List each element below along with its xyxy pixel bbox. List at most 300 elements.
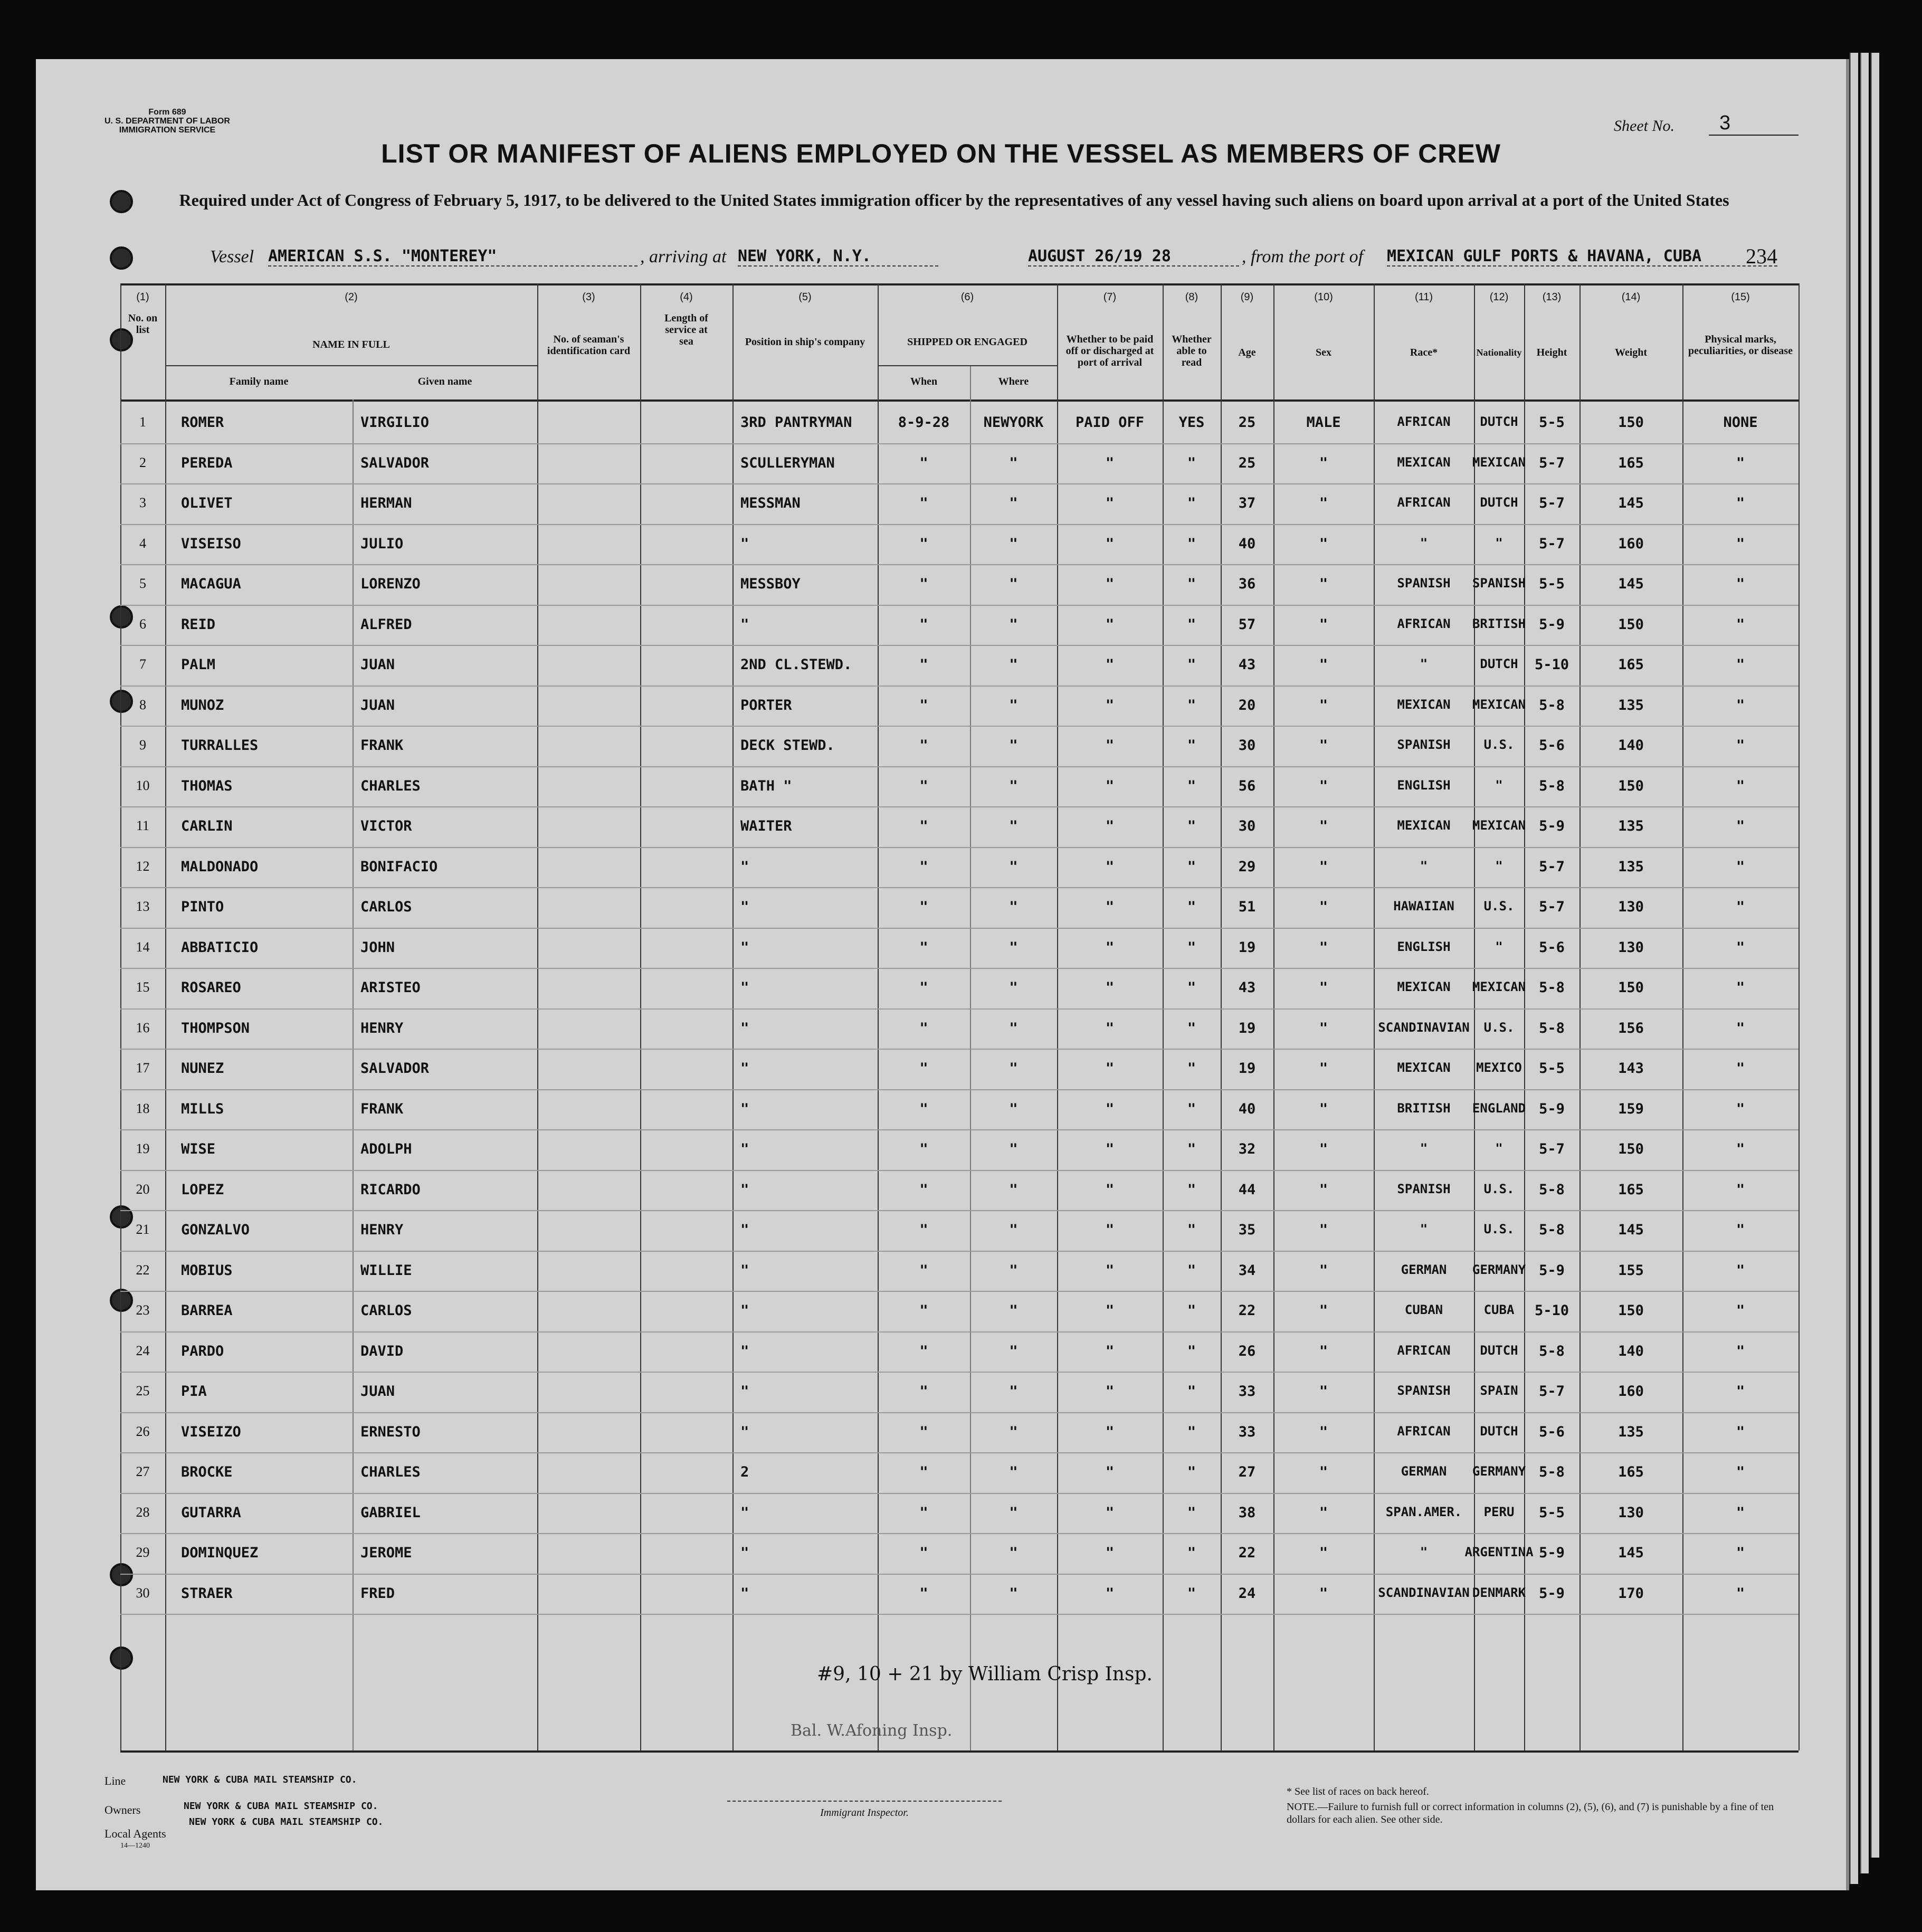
height: 5-6	[1539, 1423, 1565, 1440]
col-header-nationality: Nationality	[1476, 347, 1522, 358]
nationality: MEXICAN	[1472, 818, 1526, 833]
shipped-where: "	[1009, 939, 1018, 956]
able-to-read: "	[1187, 576, 1196, 592]
nationality: DUTCH	[1480, 1343, 1518, 1358]
shipped-where: "	[1009, 1464, 1018, 1480]
weight: 145	[1618, 1222, 1644, 1238]
nationality: DUTCH	[1480, 656, 1518, 671]
weight: 145	[1618, 576, 1644, 592]
sex: "	[1319, 1222, 1328, 1238]
family-name: ROMER	[181, 414, 224, 431]
shipped-where: "	[1009, 1343, 1018, 1359]
race: SPAN.AMER.	[1385, 1504, 1462, 1519]
height: 5-9	[1539, 1585, 1565, 1602]
given-name: HENRY	[360, 1020, 404, 1036]
shipped-where: "	[1009, 697, 1018, 713]
family-name: THOMPSON	[181, 1020, 250, 1036]
nationality: MEXICAN	[1472, 697, 1526, 712]
row-rule	[120, 1452, 1799, 1453]
physical-marks: "	[1736, 777, 1745, 794]
position: "	[740, 1504, 749, 1521]
able-to-read: "	[1187, 737, 1196, 754]
age: 40	[1238, 1100, 1256, 1117]
paid-off: "	[1105, 1181, 1115, 1198]
family-name: GONZALVO	[181, 1222, 250, 1238]
physical-marks: "	[1736, 1222, 1745, 1238]
height: 5-10	[1534, 1302, 1569, 1319]
age: 36	[1238, 576, 1256, 592]
sex: "	[1319, 1585, 1328, 1602]
shipped-where: "	[1009, 1545, 1018, 1561]
given-name: CARLOS	[360, 899, 412, 915]
given-name: LORENZO	[360, 576, 421, 592]
given-name: ERNESTO	[360, 1423, 421, 1440]
position: "	[740, 1383, 749, 1400]
position: "	[740, 1302, 749, 1319]
shipped-where: "	[1009, 1383, 1018, 1400]
nationality: ARGENTINA	[1464, 1545, 1534, 1559]
col-header-height: Height	[1536, 347, 1567, 358]
able-to-read: "	[1187, 818, 1196, 834]
line-label: Line	[104, 1774, 126, 1787]
shipped-where: NEWYORK	[983, 414, 1044, 431]
given-name: HERMAN	[360, 495, 412, 511]
sex: "	[1319, 1504, 1328, 1521]
sex: "	[1319, 1262, 1328, 1279]
row-rule	[120, 605, 1799, 606]
sex: "	[1319, 818, 1328, 834]
nationality: "	[1495, 939, 1503, 954]
sex: "	[1319, 979, 1328, 996]
race-note: * See list of races on back hereof.	[1287, 1786, 1429, 1797]
nationality: GERMANY	[1472, 1464, 1526, 1479]
table-rule	[1799, 283, 1800, 1750]
row-rule	[120, 1008, 1799, 1010]
physical-marks: "	[1736, 939, 1745, 956]
nationality: U.S.	[1483, 899, 1515, 913]
nationality: "	[1495, 1141, 1503, 1156]
physical-marks: "	[1736, 1383, 1745, 1400]
sex: "	[1319, 1464, 1328, 1480]
shipped-when: "	[919, 1504, 928, 1521]
able-to-read: "	[1187, 656, 1196, 673]
able-to-read: "	[1187, 858, 1196, 875]
paid-off: "	[1105, 979, 1115, 996]
position: DECK STEWD.	[740, 737, 835, 754]
given-name: JULIO	[360, 535, 404, 552]
position: "	[740, 1100, 749, 1117]
sex: "	[1319, 1060, 1328, 1077]
family-name: MUNOZ	[181, 697, 224, 713]
table-rule	[537, 283, 538, 1750]
shipped-when: 8-9-28	[898, 414, 950, 431]
sex: "	[1319, 535, 1328, 552]
given-name: SALVADOR	[360, 1060, 430, 1077]
height: 5-8	[1539, 697, 1565, 713]
paid-off: "	[1105, 858, 1115, 875]
race: BRITISH	[1397, 1100, 1451, 1116]
nationality: U.S.	[1483, 1181, 1515, 1196]
shipped-where: "	[1009, 495, 1018, 511]
height: 5-7	[1539, 899, 1565, 915]
column-number: (9)	[1240, 291, 1254, 303]
position: MESSMAN	[740, 495, 801, 511]
paid-off: "	[1105, 1585, 1115, 1602]
shipped-when: "	[919, 697, 928, 713]
table-rule	[732, 283, 734, 1750]
given-name: VICTOR	[360, 818, 412, 834]
sex: "	[1319, 495, 1328, 511]
position: 2	[740, 1464, 749, 1480]
row-number: 20	[136, 1181, 150, 1197]
paid-off: "	[1105, 1141, 1115, 1157]
height: 5-7	[1539, 495, 1565, 511]
table-rule	[640, 283, 641, 1750]
physical-marks: "	[1736, 979, 1745, 996]
row-number: 30	[136, 1585, 150, 1601]
shipped-where: "	[1009, 1423, 1018, 1440]
shipped-when: "	[919, 1222, 928, 1238]
shipped-where: "	[1009, 979, 1018, 996]
row-rule	[120, 686, 1799, 687]
sex: "	[1319, 576, 1328, 592]
physical-marks: "	[1736, 495, 1745, 511]
row-number: 7	[139, 656, 146, 672]
able-to-read: "	[1187, 1181, 1196, 1198]
able-to-read: "	[1187, 1343, 1196, 1359]
nationality: MEXICO	[1476, 1060, 1522, 1075]
weight: 145	[1618, 1545, 1644, 1561]
row-rule	[120, 1331, 1799, 1333]
height: 5-8	[1539, 1464, 1565, 1480]
row-number: 1	[139, 414, 146, 430]
given-name: GABRIEL	[360, 1504, 421, 1521]
row-number: 24	[136, 1343, 150, 1358]
race: GERMAN	[1401, 1464, 1447, 1479]
shipped-where: "	[1009, 1504, 1018, 1521]
physical-marks: "	[1736, 899, 1745, 915]
given-name: CARLOS	[360, 1302, 412, 1319]
position: "	[740, 979, 749, 996]
race: "	[1420, 1141, 1428, 1156]
col-header-shipped: SHIPPED OR ENGAGED	[907, 336, 1027, 348]
shipped-when: "	[919, 1343, 928, 1359]
weight: 165	[1618, 656, 1644, 673]
weight: 130	[1618, 1504, 1644, 1521]
race: AFRICAN	[1397, 414, 1451, 429]
row-number: 9	[139, 737, 146, 753]
family-name: PALM	[181, 656, 216, 673]
nationality: DUTCH	[1480, 414, 1518, 429]
age: 22	[1238, 1302, 1256, 1319]
weight: 145	[1618, 495, 1644, 511]
weight: 160	[1618, 1383, 1644, 1400]
race: AFRICAN	[1397, 1423, 1451, 1439]
column-number: (6)	[960, 291, 974, 303]
position: 3RD PANTRYMAN	[740, 414, 852, 431]
position: "	[740, 1262, 749, 1279]
able-to-read: "	[1187, 1141, 1196, 1157]
arriving-label: , arriving at	[640, 247, 727, 267]
shipped-where: "	[1009, 777, 1018, 794]
sheet-number-value: 3	[1709, 112, 1799, 136]
able-to-read: "	[1187, 1262, 1196, 1279]
position: "	[740, 858, 749, 875]
age: 24	[1238, 1585, 1256, 1602]
form-code: 14—1240	[120, 1842, 150, 1850]
weight: 160	[1618, 535, 1644, 552]
race: MEXICAN	[1397, 454, 1451, 470]
race: SPANISH	[1397, 1383, 1451, 1398]
given-name: WILLIE	[360, 1262, 412, 1279]
position: "	[740, 1545, 749, 1561]
height: 5-8	[1539, 1343, 1565, 1359]
family-name: BARREA	[181, 1302, 233, 1319]
column-number: (5)	[798, 291, 812, 303]
shipped-when: "	[919, 1464, 928, 1480]
sex: MALE	[1306, 414, 1341, 431]
shipped-when: "	[919, 858, 928, 875]
weight: 155	[1618, 1262, 1644, 1279]
nationality: MEXICAN	[1472, 979, 1526, 994]
row-number: 28	[136, 1504, 150, 1520]
row-number: 11	[136, 818, 150, 833]
paid-off: "	[1105, 1423, 1115, 1440]
row-rule	[120, 645, 1799, 646]
position: "	[740, 1060, 749, 1077]
row-number: 5	[139, 576, 146, 591]
age: 22	[1238, 1545, 1256, 1561]
col-header-family: Family name	[229, 376, 289, 387]
age: 43	[1238, 656, 1256, 673]
column-number: (14)	[1621, 291, 1641, 303]
height: 5-9	[1539, 1262, 1565, 1279]
position: 2ND CL.STEWD.	[740, 656, 852, 673]
sex: "	[1319, 939, 1328, 956]
weight: 170	[1618, 1585, 1644, 1602]
sex: "	[1319, 1100, 1328, 1117]
row-rule	[120, 1049, 1799, 1050]
table-rule	[165, 283, 166, 1750]
family-name: BROCKE	[181, 1464, 233, 1480]
position: SCULLERYMAN	[740, 454, 835, 471]
position: "	[740, 1222, 749, 1238]
shipped-when: "	[919, 777, 928, 794]
able-to-read: "	[1187, 777, 1196, 794]
physical-marks: "	[1736, 1464, 1745, 1480]
shipped-where: "	[1009, 858, 1018, 875]
binder-hole	[110, 1647, 133, 1670]
page-edge	[1871, 53, 1879, 1858]
table-bottom-rule	[120, 1750, 1799, 1753]
given-name: VIRGILIO	[360, 414, 430, 431]
nationality: DUTCH	[1480, 495, 1518, 510]
age: 26	[1238, 1343, 1256, 1359]
owners-label: Owners	[104, 1803, 141, 1816]
weight: 150	[1618, 777, 1644, 794]
weight: 165	[1618, 1181, 1644, 1198]
race: SCANDINAVIAN	[1378, 1585, 1470, 1600]
paid-off: "	[1105, 576, 1115, 592]
given-name: JUAN	[360, 1383, 395, 1400]
weight: 150	[1618, 1302, 1644, 1319]
row-rule	[120, 483, 1799, 484]
row-rule	[120, 1251, 1799, 1252]
physical-marks: "	[1736, 818, 1745, 834]
column-number: (12)	[1489, 291, 1509, 303]
arrival-port: NEW YORK, N.Y.	[738, 247, 938, 267]
paid-off: "	[1105, 697, 1115, 713]
physical-marks: "	[1736, 616, 1745, 633]
age: 29	[1238, 858, 1256, 875]
able-to-read: "	[1187, 1060, 1196, 1077]
given-name: SALVADOR	[360, 454, 430, 471]
shipped-when: "	[919, 1100, 928, 1117]
weight: 159	[1618, 1100, 1644, 1117]
paid-off: "	[1105, 1262, 1115, 1279]
col-header-sex: Sex	[1316, 347, 1331, 358]
shipped-when: "	[919, 899, 928, 915]
nationality: DENMARK	[1472, 1585, 1526, 1600]
page-number: 234	[1746, 244, 1777, 268]
race: "	[1420, 1545, 1428, 1559]
sex: "	[1319, 1545, 1328, 1561]
height: 5-8	[1539, 979, 1565, 996]
shipped-where: "	[1009, 737, 1018, 754]
shipped-when: "	[919, 535, 928, 552]
sex: "	[1319, 777, 1328, 794]
from-port-label: , from the port of	[1242, 247, 1364, 267]
race: HAWAIIAN	[1393, 899, 1454, 913]
shipped-when: "	[919, 1262, 928, 1279]
paid-off: "	[1105, 1464, 1115, 1480]
row-number: 17	[136, 1060, 150, 1076]
able-to-read: "	[1187, 1100, 1196, 1117]
age: 57	[1238, 616, 1256, 633]
physical-marks: "	[1736, 656, 1745, 673]
form-number: Form 689	[148, 108, 186, 117]
row-rule	[120, 1574, 1799, 1575]
weight: 135	[1618, 697, 1644, 713]
paid-off: "	[1105, 737, 1115, 754]
able-to-read: "	[1187, 697, 1196, 713]
row-number: 23	[136, 1302, 150, 1318]
position: "	[740, 616, 749, 633]
given-name: RICARDO	[360, 1181, 421, 1198]
nationality: "	[1495, 535, 1503, 550]
family-name: MILLS	[181, 1100, 224, 1117]
weight: 135	[1618, 1423, 1644, 1440]
from-port: MEXICAN GULF PORTS & HAVANA, CUBA	[1387, 247, 1777, 267]
nationality: BRITISH	[1472, 616, 1526, 631]
row-number: 10	[136, 777, 150, 793]
shipped-when: "	[919, 656, 928, 673]
paid-off: "	[1105, 656, 1115, 673]
sex: "	[1319, 1343, 1328, 1359]
nationality: U.S.	[1483, 1222, 1515, 1236]
paid-off: "	[1105, 818, 1115, 834]
height: 5-5	[1539, 576, 1565, 592]
age: 34	[1238, 1262, 1256, 1279]
able-to-read: "	[1187, 979, 1196, 996]
height: 5-7	[1539, 454, 1565, 471]
family-name: MACAGUA	[181, 576, 241, 592]
physical-marks: "	[1736, 1585, 1745, 1602]
race: GERMAN	[1401, 1262, 1447, 1277]
column-number: (7)	[1103, 291, 1117, 303]
family-name: REID	[181, 616, 216, 633]
row-number: 18	[136, 1100, 150, 1116]
shipped-where: "	[1009, 1585, 1018, 1602]
row-number: 26	[136, 1423, 150, 1439]
position: "	[740, 939, 749, 956]
weight: 140	[1618, 737, 1644, 754]
family-name: NUNEZ	[181, 1060, 224, 1077]
weight: 135	[1618, 858, 1644, 875]
paid-off: "	[1105, 1545, 1115, 1561]
race: SPANISH	[1397, 737, 1451, 752]
bal-note: Bal. W.Afoning Insp.	[791, 1721, 953, 1740]
able-to-read: "	[1187, 939, 1196, 956]
column-number: (15)	[1731, 291, 1750, 303]
row-rule	[120, 766, 1799, 767]
age: 51	[1238, 899, 1256, 915]
race: AFRICAN	[1397, 616, 1451, 631]
height: 5-5	[1539, 1060, 1565, 1077]
shipped-where: "	[1009, 1181, 1018, 1198]
row-number: 21	[136, 1222, 150, 1237]
age: 20	[1238, 697, 1256, 713]
height: 5-10	[1534, 656, 1569, 673]
row-rule	[120, 1372, 1799, 1373]
shipped-when: "	[919, 576, 928, 592]
given-name: ALFRED	[360, 616, 412, 633]
age: 19	[1238, 1060, 1256, 1077]
age: 37	[1238, 495, 1256, 511]
family-name: PINTO	[181, 899, 224, 915]
col-header-race: Race*	[1410, 347, 1438, 358]
family-name: PARDO	[181, 1343, 224, 1359]
table-rule	[353, 399, 354, 1750]
able-to-read: "	[1187, 1383, 1196, 1400]
given-name: HENRY	[360, 1222, 404, 1238]
physical-marks: "	[1736, 737, 1745, 754]
row-rule	[120, 1210, 1799, 1211]
age: 43	[1238, 979, 1256, 996]
race: ENGLISH	[1397, 777, 1451, 793]
age: 38	[1238, 1504, 1256, 1521]
position: "	[740, 1141, 749, 1157]
col-header-weight: Weight	[1614, 347, 1648, 358]
col-header-read: Whether able to read	[1172, 334, 1212, 368]
shipped-where: "	[1009, 454, 1018, 471]
able-to-read: "	[1187, 454, 1196, 471]
shipped-when: "	[919, 1423, 928, 1440]
given-name: JUAN	[360, 656, 395, 673]
row-number: 13	[136, 899, 150, 914]
sex: "	[1319, 858, 1328, 875]
race: AFRICAN	[1397, 495, 1451, 510]
nationality: ENGLAND	[1472, 1100, 1526, 1116]
given-name: CHARLES	[360, 777, 421, 794]
race: MEXICAN	[1397, 818, 1451, 833]
given-name: DAVID	[360, 1343, 404, 1359]
shipped-where: "	[1009, 1060, 1018, 1077]
shipped-when: "	[919, 1545, 928, 1561]
row-rule	[120, 1089, 1799, 1090]
height: 5-6	[1539, 939, 1565, 956]
sex: "	[1319, 1302, 1328, 1319]
